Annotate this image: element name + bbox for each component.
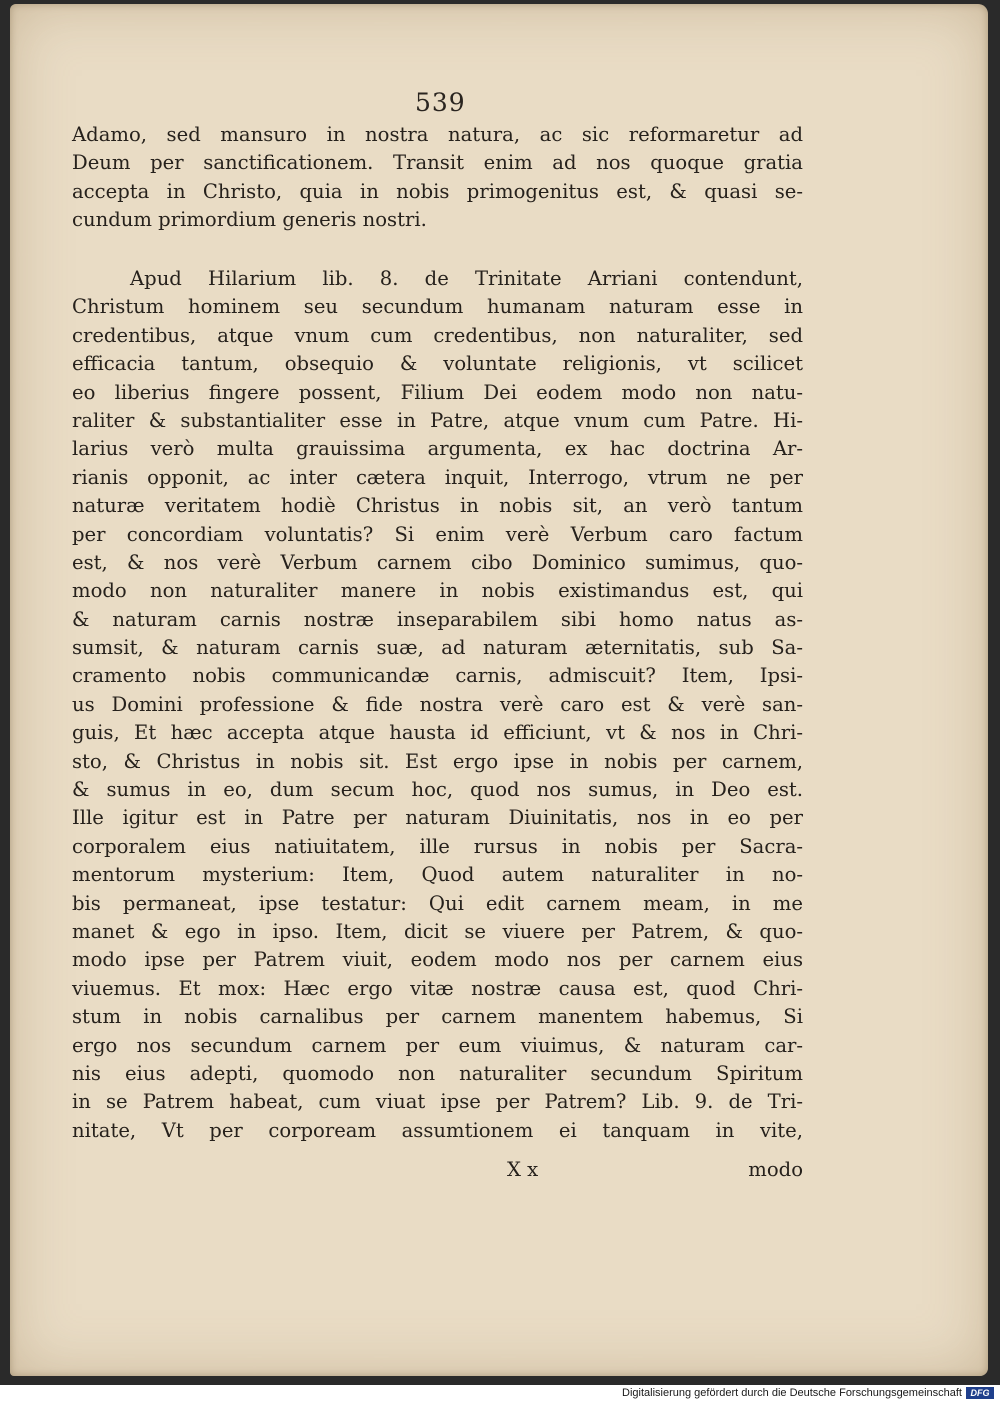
funding-credit: Digitalisierung gefördert durch die Deutsche Forschungsgemeinschaft [622, 1387, 962, 1399]
text-line: cramento nobis communicandæ carnis, admiscuit? Item, Ipsi- [72, 664, 803, 688]
text-line: bis permaneat, ipse testatur: Qui edit carnem meam, in me [72, 891, 803, 915]
text-line: Apud Hilarium lib. 8. de Trinitate Arriani contendunt, [130, 267, 803, 290]
catchword: modo [748, 1158, 803, 1181]
paragraph-1 [72, 121, 803, 235]
text-line: larius verò multa grauissima argumenta, ex hac doctrina Ar- [72, 437, 803, 461]
text-line: per concordiam voluntatis? Si enim verè Verbum caro factum [72, 522, 803, 546]
signature-mark: X x [507, 1158, 539, 1181]
paragraph-2 [72, 265, 803, 1145]
text-line: est, & nos verè Verbum carnem cibo Dominico sumimus, quo- [72, 550, 803, 574]
text-line: us Domini professione & fide nostra verè caro est & verè san- [72, 692, 803, 716]
text-line: eo liberius fingere possent, Filium Dei eodem modo non natu- [72, 380, 803, 404]
text-line: modo ipse per Patrem viuit, eodem modo nos per carnem eius [72, 948, 803, 972]
text-line: manet & ego in ipso. Item, dicit se viuere per Patrem, & quo- [72, 919, 803, 943]
text-line: sumsit, & naturam carnis suæ, ad naturam æternitatis, sub Sa- [72, 636, 803, 660]
text-line: nis eius adepti, quomodo non naturaliter secundum Spiritum [72, 1061, 803, 1085]
text-line: & sumus in eo, dum secum hoc, quod nos sumus, in Deo est. [72, 778, 803, 802]
text-line: corporalem eius natiuitatem, ille rursus in nobis per Sacra- [72, 834, 803, 858]
text-line: credentibus, atque vnum cum credentibus, non naturaliter, sed [72, 323, 803, 347]
text-line: Ille igitur est in Patre per naturam Diuinitatis, nos in eo per [72, 806, 803, 830]
text-line: Deum per sanctificationem. Transit enim ad nos quoque gratia [72, 151, 803, 175]
text-line: stum in nobis carnalibus per carnem manentem habemus, Si [72, 1005, 803, 1029]
text-line: ergo nos secundum carnem per eum viuimus, & naturam car- [72, 1033, 803, 1057]
book-page [10, 4, 988, 1376]
text-line: rianis opponit, ac inter cætera inquit, Interrogo, vtrum ne per [72, 465, 803, 489]
text-line: efficacia tantum, obsequio & voluntate religionis, vt scilicet [72, 352, 803, 376]
text-line: Adamo, sed mansuro in nostra natura, ac sic reformaretur ad [72, 123, 803, 146]
text-line: raliter & substantialiter esse in Patre, atque vnum cum Patre. Hi- [72, 408, 803, 432]
text-line: Christum hominem seu secundum humanam naturam esse in [72, 295, 803, 319]
text-line: in se Patrem habeat, cum viuat ipse per Patrem? Lib. 9. de Tri- [72, 1090, 803, 1114]
text-line: nitate, Vt per corpoream assumtionem ei tanquam in vite, [72, 1118, 803, 1142]
text-line: modo non naturaliter manere in nobis existimandus est, qui [72, 579, 803, 603]
dfg-logo: DFG [966, 1387, 994, 1399]
text-line: viuemus. Et mox: Hæc ergo vitæ nostræ causa est, quod Chri- [72, 976, 803, 1000]
text-line: guis, Et hæc accepta atque hausta id efficiunt, vt & nos in Chri- [72, 721, 803, 745]
text-line: sto, & Christus in nobis sit. Est ergo ipse in nobis per carnem, [72, 749, 803, 773]
text-line: accepta in Christo, quia in nobis primogenitus est, & quasi se- [72, 179, 803, 203]
text-line: naturæ veritatem hodiè Christus in nobis sit, an verò tantum [72, 494, 803, 518]
text-line: cundum primordium generis nostri. [72, 208, 427, 232]
catchword-row [72, 1156, 803, 1184]
page-number: 539 [415, 88, 466, 117]
text-line: & naturam carnis nostræ inseparabilem sibi homo natus as- [72, 607, 803, 631]
footer-bar [0, 1385, 1000, 1401]
text-line: mentorum mysterium: Item, Quod autem naturaliter in no- [72, 863, 803, 887]
